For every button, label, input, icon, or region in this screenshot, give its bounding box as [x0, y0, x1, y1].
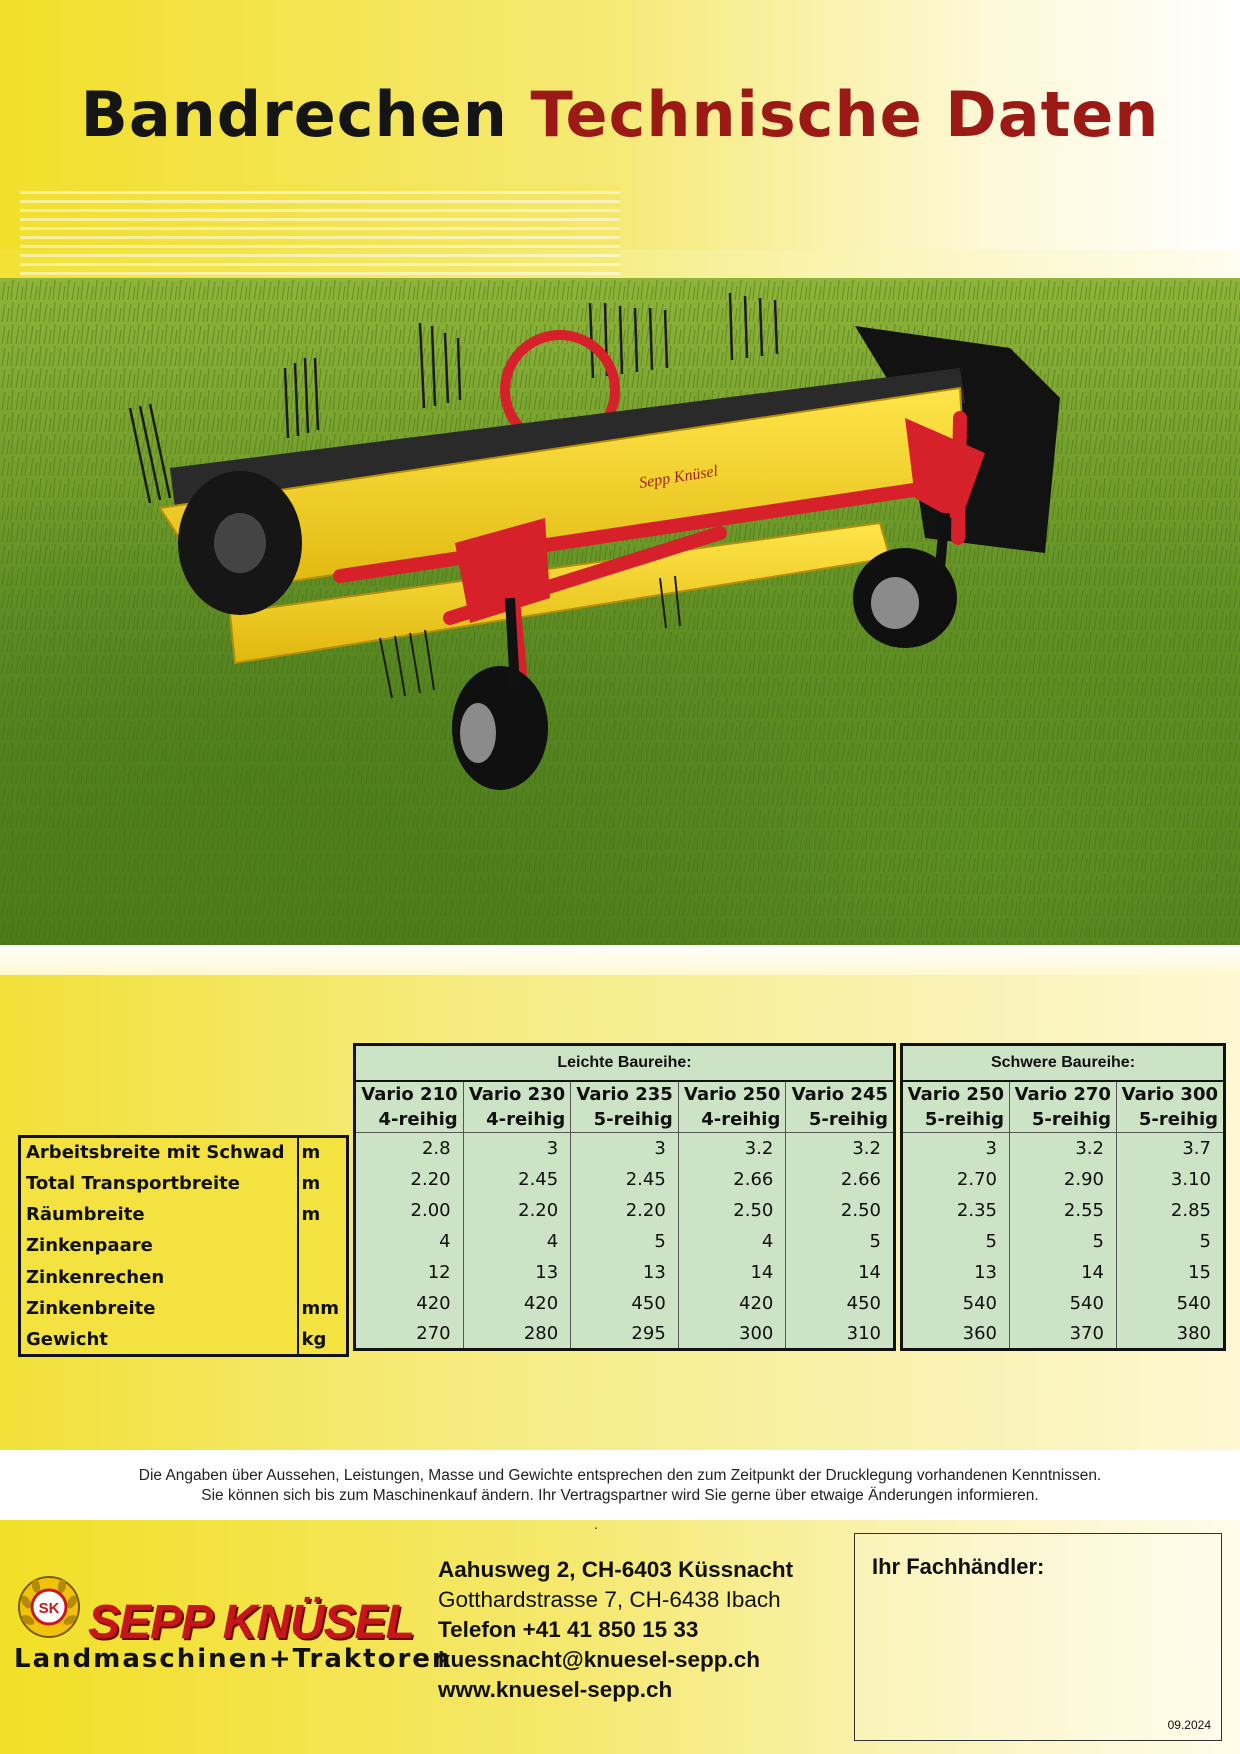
spec-value: 2.8 [355, 1133, 464, 1164]
model-row-count: 5-reihig [1031, 1108, 1111, 1130]
model-header [1010, 1081, 1117, 1133]
table-row [355, 1133, 895, 1164]
product-photo [0, 278, 1240, 945]
spec-label-row [20, 1137, 348, 1168]
spec-value: 450 [786, 1288, 895, 1319]
light-series-table [353, 1043, 896, 1351]
spec-label-row [20, 1199, 348, 1230]
phone-number: Telefon +41 41 850 15 33 [438, 1617, 699, 1642]
spec-value: 280 [463, 1319, 571, 1350]
spec-value: 13 [463, 1257, 571, 1288]
spec-value: 3 [902, 1133, 1010, 1164]
series-title: Leichte Baureihe: [355, 1045, 895, 1081]
spec-value: 3.2 [1010, 1133, 1117, 1164]
brand-subtitle: Landmaschinen+Traktoren [14, 1644, 453, 1674]
spec-label-row [20, 1293, 348, 1324]
spec-value: 3 [463, 1133, 571, 1164]
spec-value: 3.7 [1116, 1133, 1224, 1164]
spec-value: 4 [355, 1226, 464, 1257]
spec-label: Zinkenrechen [26, 1266, 165, 1288]
series-title: Schwere Baureihe: [902, 1045, 1225, 1081]
model-row-count: 4-reihig [378, 1108, 458, 1130]
spec-value: 5 [571, 1226, 679, 1257]
spec-label: Gewicht [26, 1328, 108, 1350]
spec-value: 12 [355, 1257, 464, 1288]
svg-text:Sepp Knüsel: Sepp Knüsel [637, 462, 720, 492]
model-header [902, 1081, 1010, 1133]
spec-value: 5 [786, 1226, 895, 1257]
spec-value: 5 [902, 1226, 1010, 1257]
spec-unit: mm [298, 1293, 348, 1324]
spec-value: 270 [355, 1319, 464, 1350]
spec-value: 3.10 [1116, 1164, 1224, 1195]
model-row-count: 5-reihig [1138, 1108, 1218, 1130]
spec-label: Total Transportbreite [26, 1172, 240, 1194]
spec-value: 3.2 [786, 1133, 895, 1164]
spec-value: 2.66 [678, 1164, 786, 1195]
spec-label-row [20, 1230, 348, 1261]
model-header [786, 1081, 895, 1133]
table-row [902, 1319, 1225, 1350]
spec-value: 5 [1116, 1226, 1224, 1257]
spec-value: 300 [678, 1319, 786, 1350]
model-name: Vario 245 [791, 1083, 888, 1105]
spec-labels-table [18, 1135, 349, 1357]
spec-value: 2.00 [355, 1195, 464, 1226]
spec-value: 2.45 [463, 1164, 571, 1195]
wheat-wreath-icon [14, 1572, 84, 1642]
spec-value: 3 [571, 1133, 679, 1164]
spec-label-row [20, 1324, 348, 1355]
spec-unit [298, 1262, 348, 1293]
disclaimer-line-2: Sie können sich bis zum Maschinenkauf ändern. Ihr Vertragspartner wird Sie gerne über etwaige Änderungen informieren. [201, 1487, 1039, 1504]
brand-name: SEPP KNÜSEL [88, 1596, 414, 1649]
table-row [355, 1288, 895, 1319]
table-row [355, 1319, 895, 1350]
spec-value: 4 [463, 1226, 571, 1257]
spec-value: 13 [902, 1257, 1010, 1288]
spec-value: 2.20 [571, 1195, 679, 1226]
spec-label-row [20, 1168, 348, 1199]
logo-initials: SK [38, 1600, 60, 1617]
spec-value: 14 [1010, 1257, 1117, 1288]
spec-value: 380 [1116, 1319, 1224, 1350]
model-name: Vario 250 [684, 1083, 781, 1105]
model-name: Vario 235 [576, 1083, 673, 1105]
spec-value: 3.2 [678, 1133, 786, 1164]
spec-value: 360 [902, 1319, 1010, 1350]
disclaimer-line-1: Die Angaben über Aussehen, Leistungen, Masse und Gewichte entsprechen den zum Zeitpunkt der Drucklegung vorhandenen Kenntnissen. [138, 1467, 1102, 1484]
print-date: 09.2024 [1167, 1718, 1211, 1732]
spec-value: 4 [678, 1226, 786, 1257]
address-kuessnacht: Aahusweg 2, CH-6403 Küssnacht [438, 1557, 794, 1582]
table-row [902, 1257, 1225, 1288]
disclaimer [0, 1450, 1240, 1520]
spec-label: Zinkenbreite [26, 1298, 156, 1320]
spec-unit: kg [298, 1324, 348, 1355]
spec-value: 2.66 [786, 1164, 895, 1195]
table-row [355, 1257, 895, 1288]
title-part-2: Technische Daten [530, 78, 1160, 151]
model-header [678, 1081, 786, 1133]
dealer-stamp-box [854, 1533, 1222, 1741]
table-row [902, 1133, 1225, 1164]
heavy-series-table [900, 1043, 1226, 1351]
spec-value: 2.85 [1116, 1195, 1224, 1226]
spec-value: 540 [1010, 1288, 1117, 1319]
spec-value: 2.90 [1010, 1164, 1117, 1195]
spec-label-row [20, 1262, 348, 1293]
spec-value: 540 [902, 1288, 1010, 1319]
website-link[interactable]: www.knuesel-sepp.ch [438, 1677, 673, 1702]
table-row [355, 1164, 895, 1195]
model-name: Vario 230 [468, 1083, 566, 1105]
model-row-count: 5-reihig [924, 1108, 1004, 1130]
table-row [902, 1164, 1225, 1195]
spec-unit: m [298, 1168, 348, 1199]
spec-value: 310 [786, 1319, 895, 1350]
table-row [355, 1226, 895, 1257]
table-row [355, 1195, 895, 1226]
spec-value: 450 [571, 1288, 679, 1319]
spec-value: 540 [1116, 1288, 1224, 1319]
spec-value: 15 [1116, 1257, 1224, 1288]
spec-label: Arbeitsbreite mit Schwad [26, 1142, 285, 1164]
address-ibach: Gotthardstrasse 7, CH-6438 Ibach [438, 1587, 781, 1612]
model-name: Vario 270 [1014, 1083, 1111, 1105]
spec-value: 2.50 [678, 1195, 786, 1226]
decorative-stripes [20, 185, 620, 275]
table-row [902, 1195, 1225, 1226]
title-part-1: Bandrechen [80, 78, 508, 151]
spec-value: 2.45 [571, 1164, 679, 1195]
spec-value: 420 [678, 1288, 786, 1319]
spec-unit: m [298, 1199, 348, 1230]
page-title [0, 78, 1240, 151]
model-name: Vario 210 [361, 1083, 458, 1105]
spec-label: Räumbreite [26, 1204, 145, 1226]
table-row [902, 1288, 1225, 1319]
spec-value: 370 [1010, 1319, 1117, 1350]
model-name: Vario 250 [907, 1083, 1004, 1105]
spec-value: 2.50 [786, 1195, 895, 1226]
spec-value: 13 [571, 1257, 679, 1288]
spec-value: 2.35 [902, 1195, 1010, 1226]
spec-value: 295 [571, 1319, 679, 1350]
spec-value: 14 [786, 1257, 895, 1288]
spec-unit: m [298, 1137, 348, 1168]
model-header [571, 1081, 679, 1133]
model-row-count: 5-reihig [593, 1108, 673, 1130]
spec-value: 14 [678, 1257, 786, 1288]
table-row [902, 1226, 1225, 1257]
model-header [1116, 1081, 1224, 1133]
spec-value: 420 [463, 1288, 571, 1319]
spec-value: 5 [1010, 1226, 1117, 1257]
model-row-count: 4-reihig [486, 1108, 566, 1130]
model-name: Vario 300 [1121, 1083, 1218, 1105]
email-link[interactable]: kuessnacht@knuesel-sepp.ch [438, 1647, 761, 1672]
model-row-count: 5-reihig [808, 1108, 888, 1130]
stray-dot: . [594, 1518, 598, 1532]
spec-value: 2.70 [902, 1164, 1010, 1195]
contact-block [438, 1555, 793, 1705]
spec-value: 2.55 [1010, 1195, 1117, 1226]
separator [0, 945, 1240, 975]
belt-rake-illustration [0, 278, 1240, 945]
spec-label: Zinkenpaare [26, 1235, 153, 1257]
spec-value: 2.20 [355, 1164, 464, 1195]
model-header [355, 1081, 464, 1133]
model-header [463, 1081, 571, 1133]
dealer-label: Ihr Fachhändler: [872, 1554, 1045, 1579]
spec-unit [298, 1230, 348, 1261]
spec-value: 2.20 [463, 1195, 571, 1226]
spec-value: 420 [355, 1288, 464, 1319]
model-row-count: 4-reihig [701, 1108, 781, 1130]
